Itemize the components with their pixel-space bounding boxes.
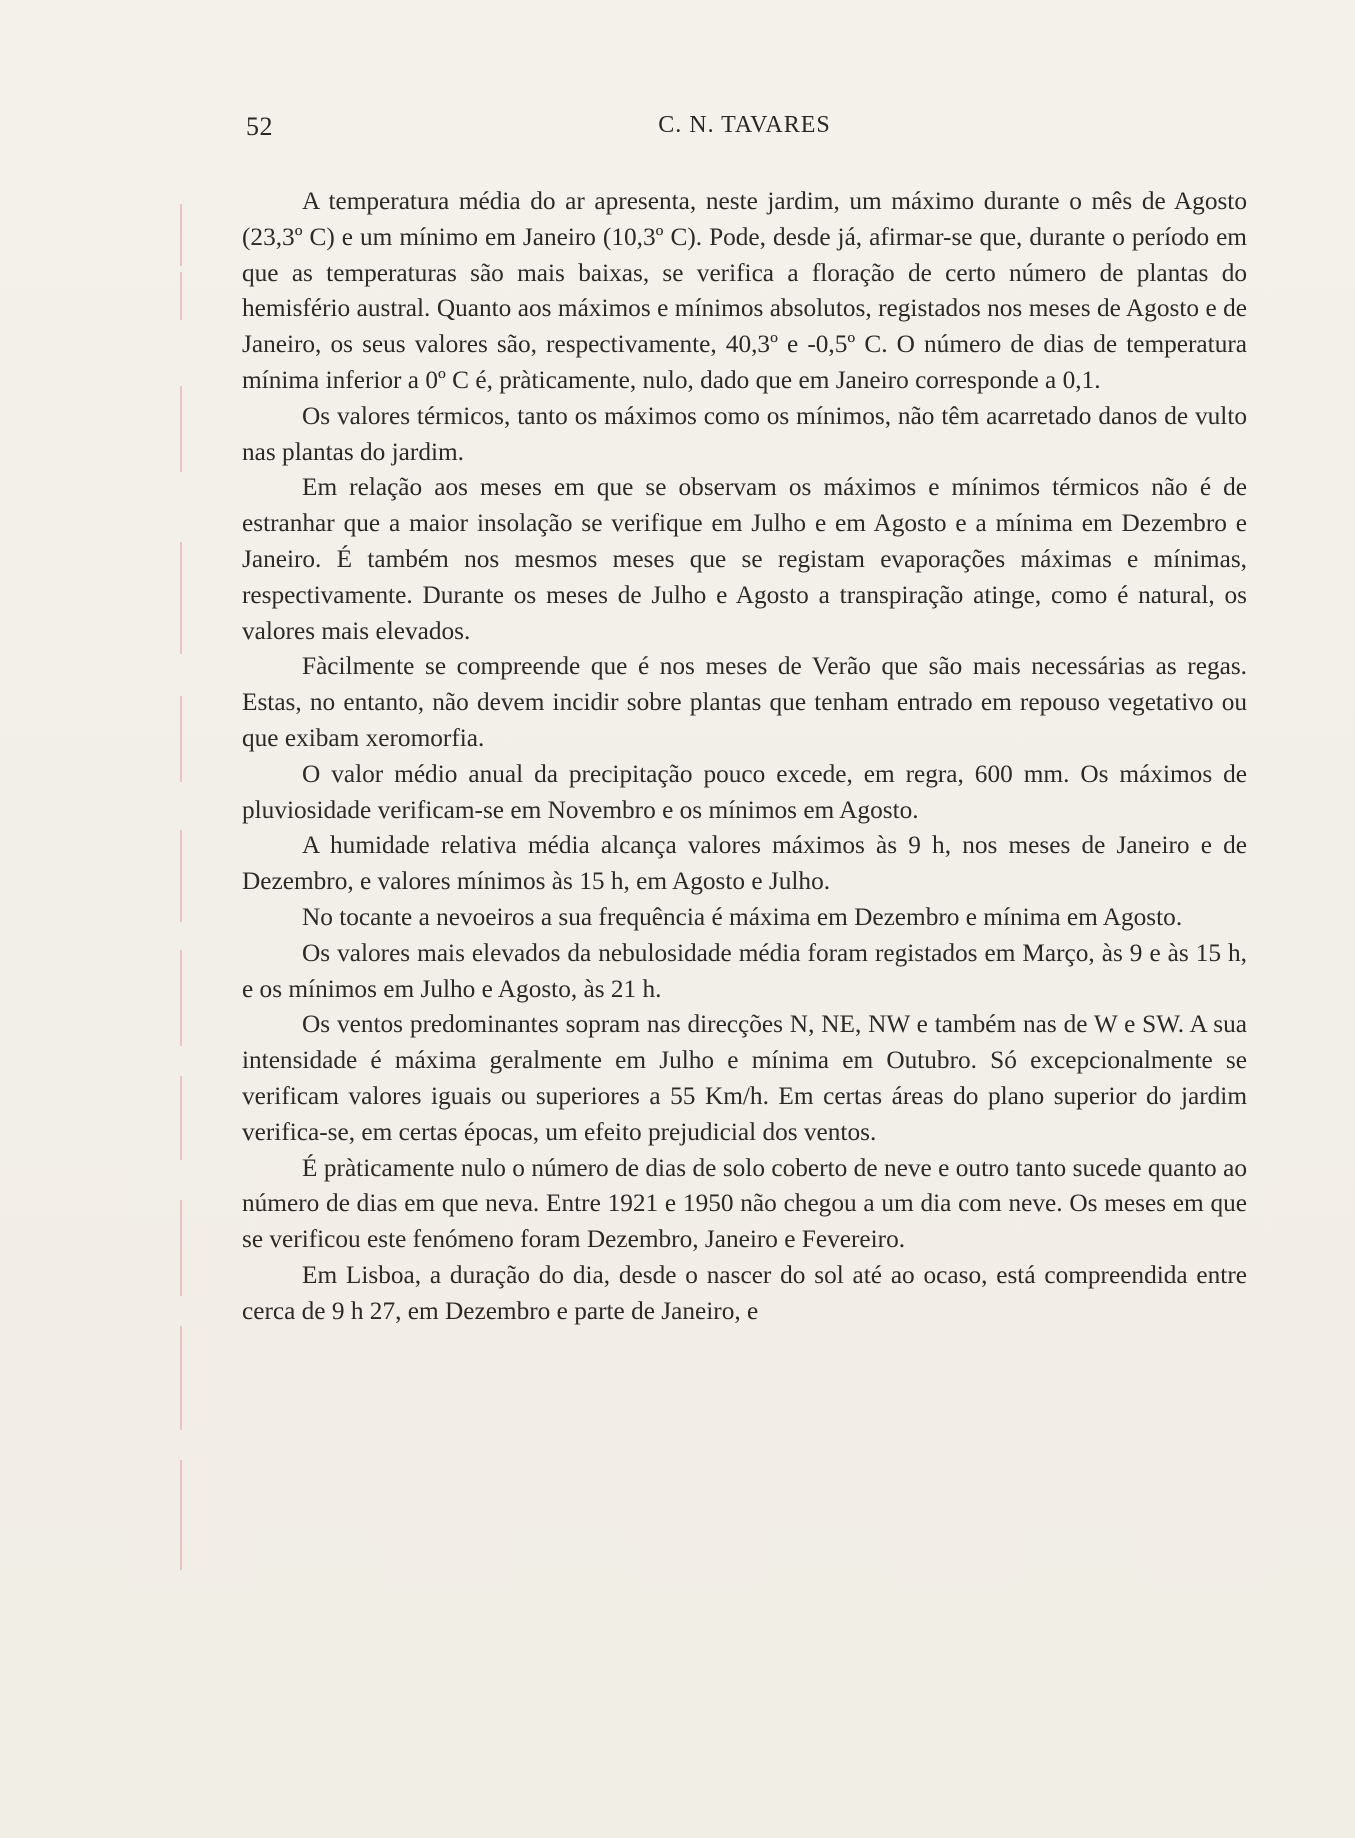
paragraph: É pràticamente nulo o número de dias de solo coberto de neve e outro tanto sucede quanto ao número de dias em que neva. Entre 1921 e 1950 não chegou a um dia com neve. Os meses em que se verificou este fenómeno foram Dezembro, Janeiro e Fevereiro. [242, 1153, 1247, 1254]
page-number: 52 [246, 112, 273, 141]
paragraph: Fàcilmente se compreende que é nos meses de Verão que são mais necessárias as regas. Estas, no entanto, não devem incidir sobre plantas que tenham entrado em repouso vegetativo ou que exibam xeromorfia. [242, 652, 1247, 752]
paragraph: Em relação aos meses em que se observam os máximos e mínimos térmicos não é de estranhar que a maior insolação se verifique em Julho e em Agosto e a mínima em Dezembro e Janeiro. É também nos mesmos meses que se registam evaporações máximas e mínimas, respectivamente. Durante os meses de Julho e Agosto a transpiração atinge, como é natural, os valores mais elevados. [242, 473, 1247, 645]
paragraph: O valor médio anual da precipitação pouco excede, em regra, 600 mm. Os máximos de pluviosidade verificam-se em Novembro e os mínimos em Agosto. [242, 759, 1247, 824]
paragraph: Os valores térmicos, tanto os máximos como os mínimos, não têm acarretado danos de vulto nas plantas do jardim. [242, 401, 1247, 466]
page-header [242, 112, 1247, 152]
margin-mark [180, 1460, 182, 1570]
paragraph: A humidade relativa média alcança valores máximos às 9 h, nos meses de Janeiro e de Dezembro, e valores mínimos às 15 h, em Agosto e Julho. [242, 831, 1247, 896]
paragraph: Os valores mais elevados da nebulosidade média foram registados em Março, às 9 e às 15 h, e os mínimos em Julho e Agosto, às 21 h. [242, 938, 1247, 1003]
paragraph: A temperatura média do ar apresenta, neste jardim, um máximo durante o mês de Agosto (23,3º C) e um mínimo em Janeiro (10,3º C). Pode, desde já, afirmar-se que, durante o período em que as temperaturas são mais baixas, se verifica a floração de certo número de plantas do hemisfério austral. Quanto aos máximos e mínimos absolutos, registados nos meses de Agosto e de Janeiro, os seus valores são, respectivamente, 40,3º e -0,5º C. O número de dias de temperatura mínima inferior a 0º C é, pràticamente, nulo, dado que em Janeiro corresponde a 0,1. [242, 187, 1247, 394]
margin-mark [180, 830, 182, 922]
margin-mark [180, 1326, 182, 1430]
paragraph: Em Lisboa, a duração do dia, desde o nascer do sol até ao ocaso, está compreendida entre cerca de 9 h 27, em Dezembro e parte de Janeiro, e [242, 1260, 1247, 1325]
margin-mark [180, 542, 182, 654]
margin-mark [180, 950, 182, 1046]
margin-mark [180, 696, 182, 782]
paragraph: No tocante a nevoeiros a sua frequência é máxima em Dezembro e mínima em Agosto. [302, 902, 1183, 931]
margin-mark [180, 1200, 182, 1296]
running-head: C. N. TAVARES [658, 112, 831, 138]
margin-mark [180, 272, 182, 320]
margin-marks [180, 190, 184, 1610]
paragraph: Os ventos predominantes sopram nas direcções N, NE, NW e também nas de W e SW. A sua intensidade é máxima geralmente em Julho e mínima em Outubro. Só excepcionalmente se verificam valores iguais ou superiores a 55 Km/h. Em certas áreas do plano superior do jardim verifica-se, em certas épocas, um efeito prejudicial dos ventos. [242, 1010, 1247, 1146]
margin-mark [180, 204, 182, 266]
margin-mark [180, 386, 182, 472]
margin-mark [180, 1076, 182, 1160]
body-text [242, 184, 1247, 1330]
